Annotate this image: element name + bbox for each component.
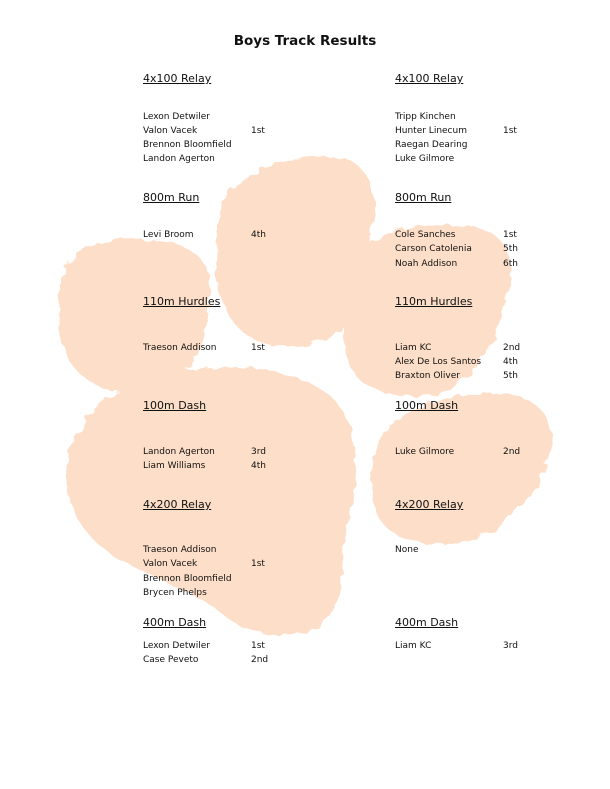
- place-result: 1st: [251, 343, 265, 353]
- place-result: 1st: [251, 641, 265, 651]
- athlete-name: Brycen Phelps: [143, 588, 207, 598]
- athlete-name: Raegan Dearing: [395, 140, 468, 150]
- athlete-name: Noah Addison: [395, 259, 458, 269]
- place-result: 3rd: [503, 641, 518, 651]
- athlete-name: Hunter Linecum: [395, 126, 467, 136]
- event-heading: 4x100 Relay: [395, 72, 464, 85]
- athlete-name: Case Peveto: [143, 655, 199, 665]
- paw-toe-left: [59, 239, 211, 393]
- place-result: 2nd: [503, 343, 521, 353]
- event-heading: 800m Run: [395, 191, 452, 204]
- athlete-name: Alex De Los Santos: [395, 357, 482, 367]
- athlete-name: Levi Broom: [143, 230, 194, 240]
- athlete-name: Landon Agerton: [143, 154, 215, 164]
- athlete-name: Valon Vacek: [143, 126, 198, 136]
- athlete-name: Luke Gilmore: [395, 447, 455, 457]
- athlete-name: Brennon Bloomfield: [143, 140, 232, 150]
- place-result: 2nd: [251, 655, 269, 665]
- athlete-name: None: [395, 545, 419, 555]
- athlete-name: Liam KC: [395, 343, 432, 353]
- athlete-name: Luke Gilmore: [395, 154, 455, 164]
- place-result: 1st: [503, 230, 517, 240]
- athlete-name: Landon Agerton: [143, 447, 215, 457]
- athlete-name: Tripp Kinchen: [395, 112, 456, 122]
- event-heading: 400m Dash: [143, 616, 207, 629]
- event-heading: 800m Run: [143, 191, 200, 204]
- event-heading: 100m Dash: [395, 399, 459, 412]
- place-result: 2nd: [503, 447, 521, 457]
- athlete-name: Lexon Detwiler: [143, 112, 210, 122]
- athlete-name: Liam KC: [395, 641, 432, 651]
- place-result: 4th: [503, 357, 518, 367]
- place-result: 5th: [503, 371, 518, 381]
- event-heading: 110m Hurdles: [395, 295, 473, 308]
- place-result: 1st: [251, 126, 265, 136]
- athlete-name: Lexon Detwiler: [143, 641, 210, 651]
- place-result: 6th: [503, 259, 518, 269]
- athlete-name: Cole Sanches: [395, 230, 456, 240]
- athlete-name: Traeson Addison: [143, 545, 217, 555]
- place-result: 1st: [251, 559, 265, 569]
- event-heading: 100m Dash: [143, 399, 207, 412]
- athlete-name: Valon Vacek: [143, 559, 198, 569]
- event-heading: 400m Dash: [395, 616, 459, 629]
- document-title: Boys Track Results: [233, 33, 377, 49]
- place-result: 4th: [251, 230, 266, 240]
- event-heading: 4x200 Relay: [395, 498, 464, 511]
- athlete-name: Braxton Oliver: [395, 371, 460, 381]
- athlete-name: Traeson Addison: [143, 343, 217, 353]
- event-heading: 110m Hurdles: [143, 295, 221, 308]
- paw-toe-lower-right: [370, 393, 551, 545]
- place-result: 4th: [251, 461, 266, 471]
- place-result: 3rd: [251, 447, 266, 457]
- place-result: 1st: [503, 126, 517, 136]
- event-heading: 4x200 Relay: [143, 498, 212, 511]
- athlete-name: Liam Williams: [143, 461, 206, 471]
- athlete-name: Carson Catolenia: [395, 244, 472, 254]
- athlete-name: Brennon Bloomfield: [143, 574, 232, 584]
- event-heading: 4x100 Relay: [143, 72, 212, 85]
- place-result: 5th: [503, 244, 518, 254]
